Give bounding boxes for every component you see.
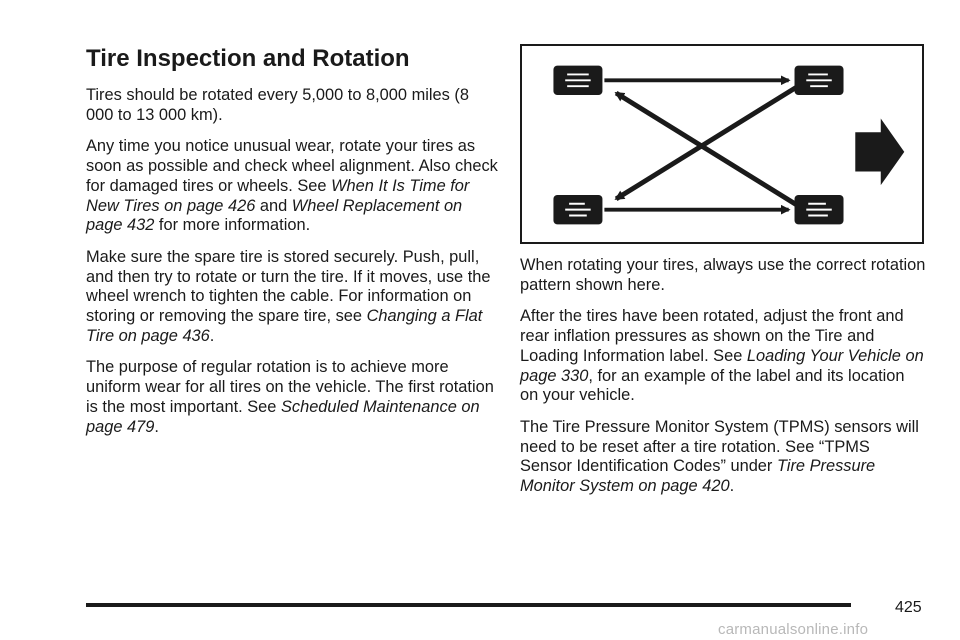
paragraph-text: , for an example of the label and its location on your vehicle. (520, 366, 905, 405)
tire-rear-left (553, 195, 602, 224)
paragraph-text: Make sure the spare tire is stored securely. Push, pull, and then try to rotate or turn the tire. If it moves, use the wheel wrench to tighten the cable. For information on storing or removing the spare tire, see (86, 247, 491, 326)
page-title: Tire Inspection and Rotation (86, 45, 410, 72)
paragraph-text: . (209, 326, 215, 345)
paragraph-text: for more information. (154, 216, 311, 235)
cross-reference[interactable]: Tire Pressure Monitor System on page 420 (520, 457, 876, 496)
arrow-right-icon (855, 119, 904, 186)
cross-reference[interactable]: Changing a Flat Tire on page 436 (86, 307, 483, 345)
cross-reference[interactable]: Loading Your Vehicle on page 330 (520, 346, 924, 385)
paragraph (520, 418, 926, 497)
paragraph (520, 256, 926, 295)
left-column (86, 86, 498, 449)
tire-rear-right (795, 195, 844, 224)
paragraph-text: and (255, 196, 292, 215)
paragraph-text: . (154, 417, 159, 436)
paragraph-text: After the tires have been rotated, adjust the front and rear inflation pressures as shown on the Tire and Loading Information label. See (520, 307, 904, 365)
tire-front-left (553, 66, 602, 95)
right-column (520, 256, 926, 509)
rotation-pattern-svg (522, 46, 922, 242)
page-number: 425 (895, 599, 922, 616)
paragraph (520, 307, 926, 406)
watermark: carmanualsonline.info (718, 621, 869, 638)
paragraph-text: The purpose of regular rotation is to achieve more uniform wear for all tires on the vehicle. The first rotation is the most important. See (86, 358, 494, 416)
paragraph (86, 137, 498, 236)
paragraph (86, 358, 498, 437)
paragraph-text: . (729, 477, 735, 496)
paragraph-text: Tires should be rotated every 5,000 to 8,000 miles (8 000 to 13 000 km). (86, 86, 469, 124)
tire-front-right (795, 66, 844, 95)
paragraph-text: Any time you notice unusual wear, rotate your tires as soon as possible and check wheel alignment. Also check for damaged tires or wheels. See (86, 137, 498, 195)
cross-reference[interactable]: Scheduled Maintenance on page 479 (86, 397, 480, 436)
paragraph-text: The Tire Pressure Monitor System (TPMS) sensors will need to be reset after a tire rotation. See “TPMS Sensor Identification Codes” under (520, 417, 919, 476)
tire-rotation-diagram (520, 44, 924, 244)
paragraph-text: When rotating your tires, always use the correct rotation pattern shown here. (520, 256, 926, 294)
paragraph (86, 86, 498, 125)
arrow-rear-right-to-front-left (616, 93, 796, 205)
footer-rule (86, 603, 851, 607)
cross-reference[interactable]: Wheel Replacement on page 432 (86, 196, 463, 235)
arrow-front-right-to-rear-left (616, 87, 796, 199)
paragraph (86, 248, 498, 347)
cross-reference[interactable]: When It Is Time for New Tires on page 426 (86, 176, 470, 215)
